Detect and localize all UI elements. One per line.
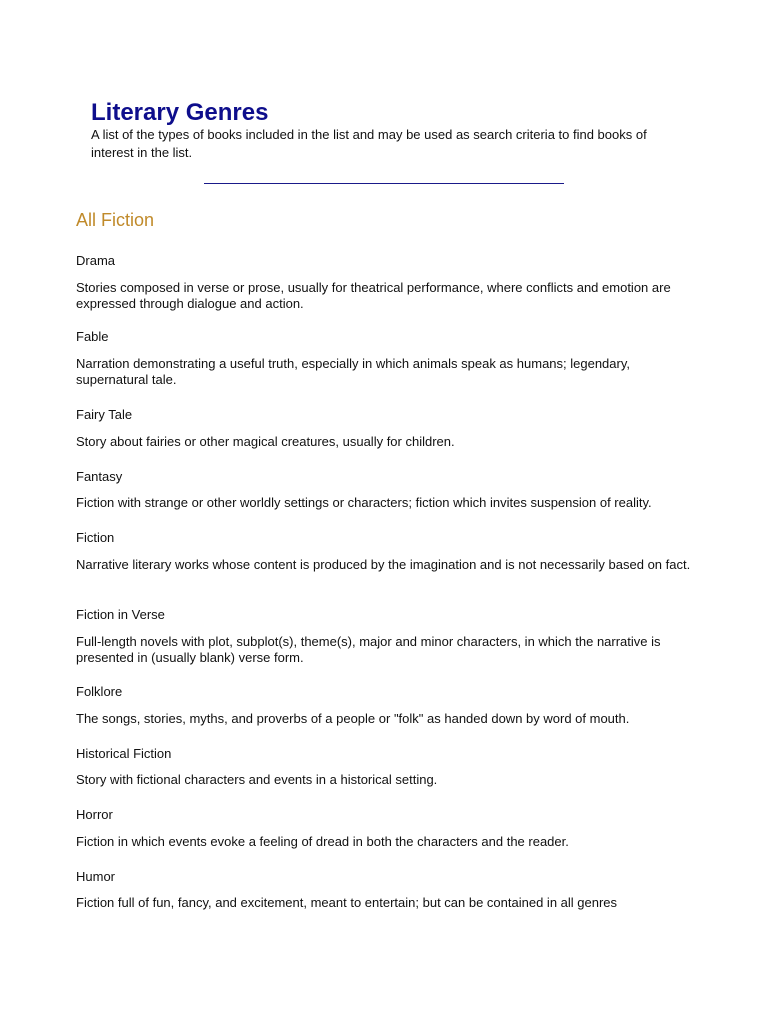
section-title: All Fiction (76, 210, 155, 230)
genre-desc-historical-fiction: Story with fictional characters and events in a historical setting. (76, 772, 438, 787)
genre-name-horror: Horror (76, 807, 113, 822)
genre-name-humor: Humor (76, 869, 116, 884)
genre-name-drama: Drama (76, 253, 116, 268)
genre-name-fairy-tale: Fairy Tale (76, 407, 133, 422)
genre-desc-fiction-in-verse: Full-length novels with plot, subplot(s), theme(s), major and minor characters, in which the narrative is presented in (usually blank) verse form. (76, 634, 661, 665)
genre-desc-drama: Stories composed in verse or prose, usually for theatrical performance, where conflicts and emotion are expressed through dialogue and action. (76, 280, 671, 311)
page-title: Literary Genres (91, 99, 269, 126)
genre-name-fiction-in-verse: Fiction in Verse (76, 607, 165, 622)
genre-desc-fantasy: Fiction with strange or other worldly settings or characters; fiction which invites suspension of reality. (76, 495, 652, 510)
genre-desc-horror: Fiction in which events evoke a feeling of dread in both the characters and the reader. (76, 834, 569, 849)
genre-name-fiction: Fiction (76, 530, 115, 545)
genre-name-fable: Fable (76, 329, 109, 344)
genre-name-historical-fiction: Historical Fiction (76, 746, 172, 761)
genre-desc-fable: Narration demonstrating a useful truth, especially in which animals speak as humans; legendary, supernatural tale. (76, 356, 630, 387)
genre-name-fantasy: Fantasy (76, 469, 123, 484)
genre-name-folklore: Folklore (76, 684, 123, 699)
genre-desc-fiction: Narrative literary works whose content is produced by the imagination and is not necessarily based on fact. (76, 557, 691, 572)
genre-desc-fairy-tale: Story about fairies or other magical creatures, usually for children. (76, 434, 455, 449)
genre-desc-folklore: The songs, stories, myths, and proverbs of a people or "folk" as handed down by word of mouth. (76, 711, 630, 726)
intro-text: A list of the types of books included in the list and may be used as search criteria to find books of interest in the list. (91, 127, 647, 160)
horizontal-rule (204, 183, 564, 184)
genre-desc-humor: Fiction full of fun, fancy, and excitement, meant to entertain; but can be contained in all genres (76, 895, 618, 910)
